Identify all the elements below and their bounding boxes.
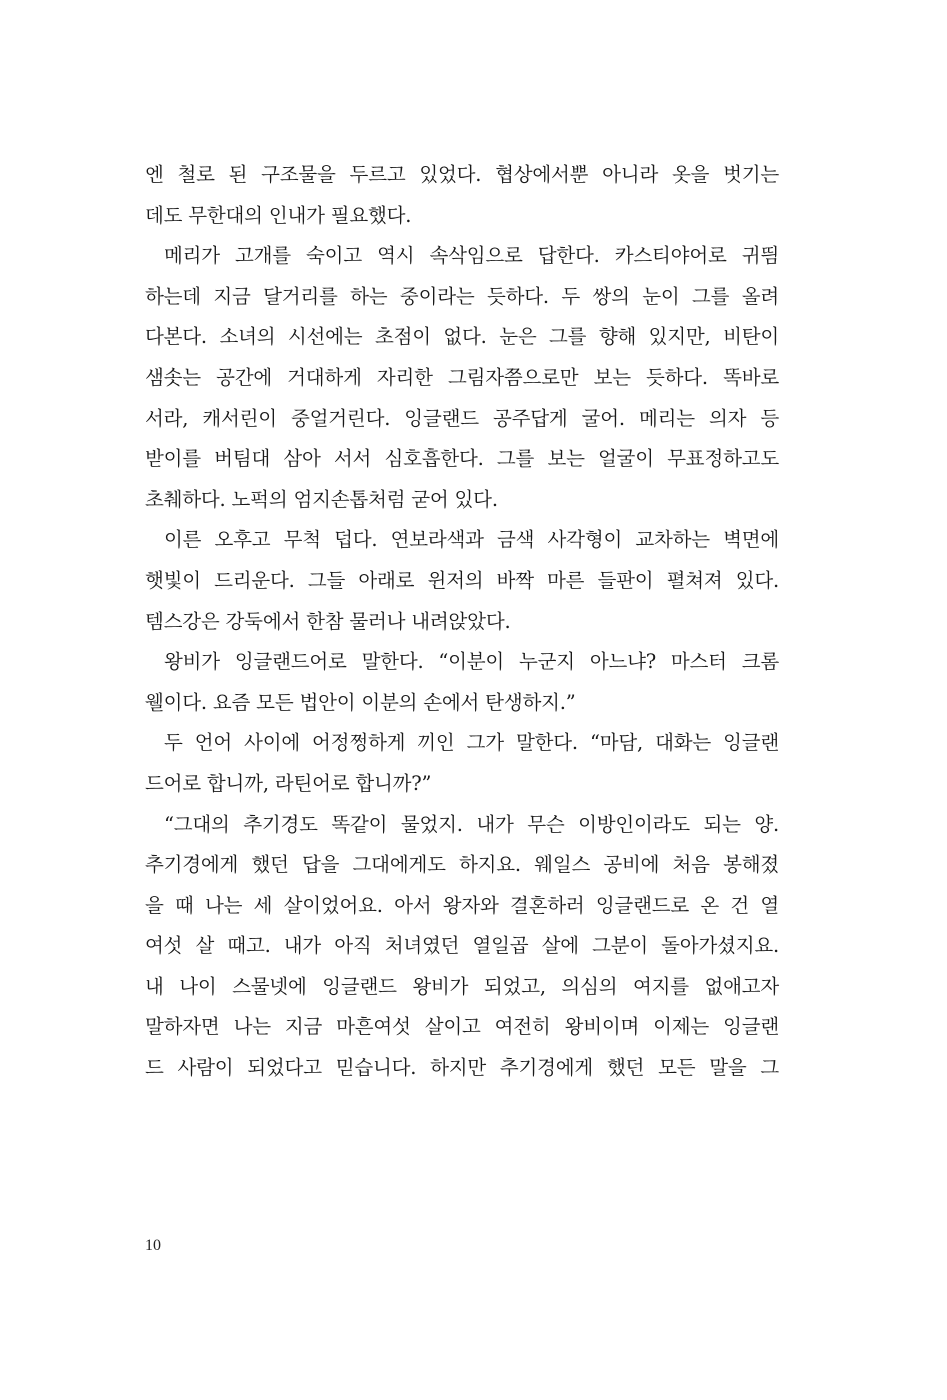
text-line: 드어로 합니까, 라틴어로 합니까?” <box>145 771 432 795</box>
text-line: 데도 무한대의 인내가 필요했다. <box>145 203 412 227</box>
text-line: 서라, 캐서린이 중얼거린다. 잉글랜드 공주답게 굴어. 메리는 의자 등 <box>145 406 779 430</box>
text-line: 템스강은 강둑에서 한참 물러나 내려앉았다. <box>145 609 511 633</box>
text-line: 웰이다. 요즘 모든 법안이 이분의 손에서 탄생하지.” <box>145 690 576 714</box>
text-line: 샘솟는 공간에 거대하게 자리한 그림자쯤으로만 보는 듯하다. 똑바로 <box>145 365 779 389</box>
text-line: 말하자면 나는 지금 마흔여섯 살이고 여전히 왕비이며 이제는 잉글랜 <box>145 1015 779 1039</box>
page-number: 10 <box>145 1237 161 1254</box>
text-line: 다본다. 소녀의 시선에는 초점이 없다. 눈은 그를 향해 있지만, 비탄이 <box>145 325 779 349</box>
text-line: 메리가 고개를 숙이고 역시 속삭임으로 답한다. 카스티야어로 귀띔 <box>164 244 779 268</box>
body-text <box>145 155 779 1089</box>
text-line: 엔 철로 된 구조물을 두르고 있었다. 협상에서뿐 아니라 옷을 벗기는 <box>145 163 779 186</box>
text-line: 여섯 살 때고. 내가 아직 처녀였던 열일곱 살에 그분이 돌아가셨지요. <box>145 934 779 958</box>
text-line: 햇빛이 드리운다. 그들 아래로 윈저의 바짝 마른 들판이 펼쳐져 있다. <box>145 568 779 592</box>
text-line: “그대의 추기경도 똑같이 물었지. 내가 무슨 이방인이라도 되는 양. <box>164 812 779 836</box>
text-line: 받이를 버팀대 삼아 서서 심호흡한다. 그를 보는 얼굴이 무표정하고도 <box>145 447 779 471</box>
text-line: 내 나이 스물넷에 잉글랜드 왕비가 되었고, 의심의 여지를 없애고자 <box>145 974 779 998</box>
text-line: 하는데 지금 달거리를 하는 중이라는 듯하다. 두 쌍의 눈이 그를 올려 <box>145 284 779 308</box>
text-line: 초췌하다. 노퍽의 엄지손톱처럼 굳어 있다. <box>145 487 498 511</box>
text-line: 을 때 나는 세 살이었어요. 아서 왕자와 결혼하러 잉글랜드로 온 건 열 <box>145 893 779 917</box>
text-line: 두 언어 사이에 어정쩡하게 끼인 그가 말한다. “마담, 대화는 잉글랜 <box>164 731 779 755</box>
text-line: 드 사람이 되었다고 믿습니다. 하지만 추기경에게 했던 모든 말을 그 <box>145 1056 779 1080</box>
text-line: 왕비가 잉글랜드어로 말한다. “이분이 누군지 아느냐? 마스터 크롬 <box>164 650 779 674</box>
text-line: 이른 오후고 무척 덥다. 연보라색과 금색 사각형이 교차하는 벽면에 <box>164 528 779 552</box>
text-line: 추기경에게 했던 답을 그대에게도 하지요. 웨일스 공비에 처음 봉해졌 <box>145 853 779 877</box>
